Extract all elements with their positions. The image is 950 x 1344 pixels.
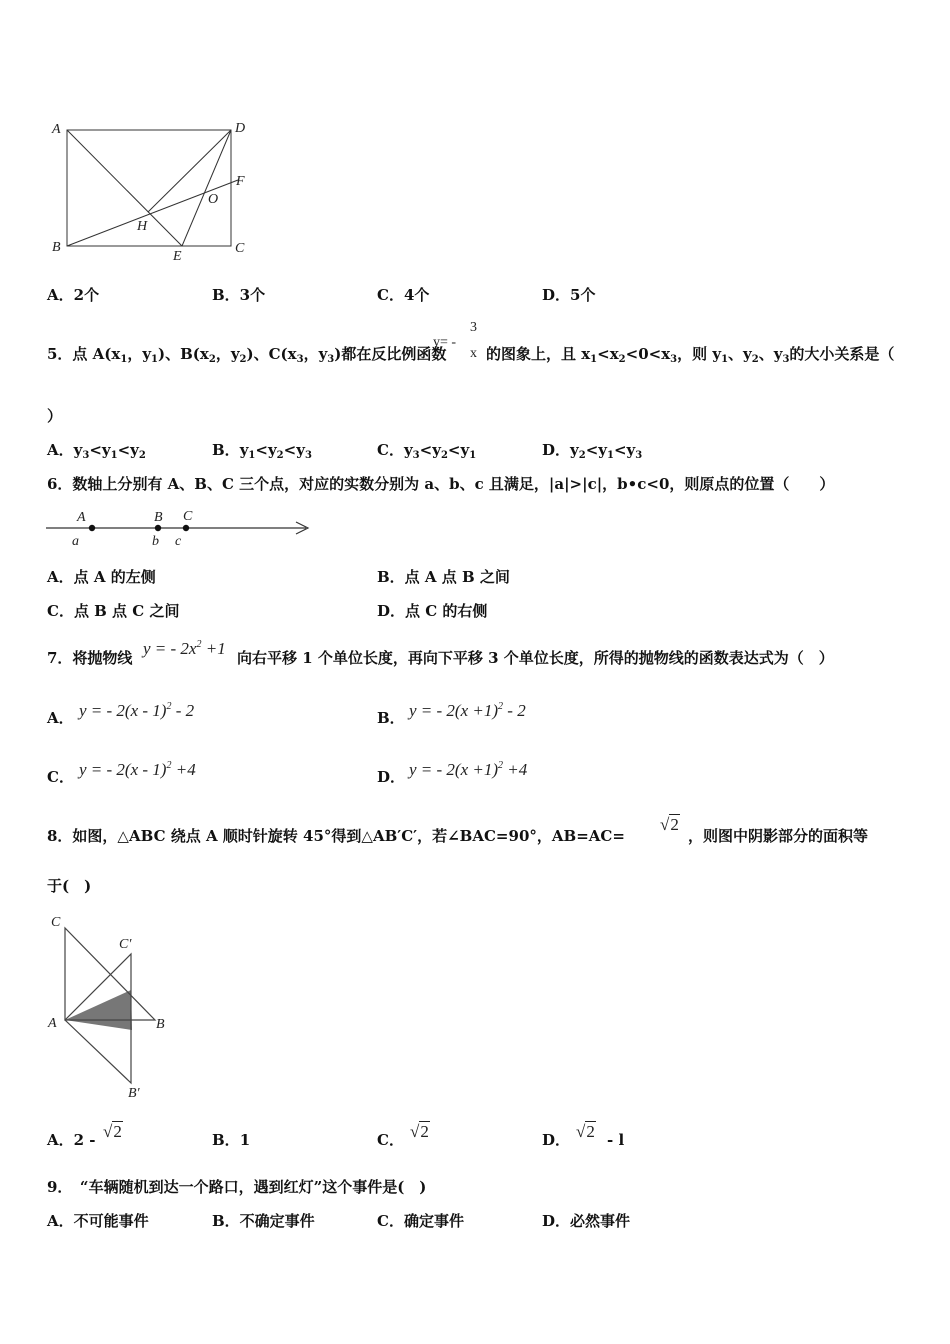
label-lower-a: a [72, 534, 79, 549]
q4-rectangle-figure [40, 115, 260, 265]
q7-stem-post: 向右平移 1 个单位长度，再向下平移 3 个单位长度，所得的抛物线的函数表达式为（ ） [237, 649, 834, 667]
label-o: O [208, 192, 219, 207]
q8-option-a-sqrt: √2 [103, 1122, 122, 1141]
q4-option-c[interactable]: C．4个 [377, 286, 430, 304]
q5-option-a[interactable]: A．$y_3<y_1<y_2$ [47, 441, 146, 461]
q7-option-d-expr: y = - $2(x +1)^2 +4$ [409, 760, 528, 779]
q6-option-b[interactable]: B．点 A 点 B 之间 [377, 568, 510, 586]
q6-option-d[interactable]: D．点 C 的右侧 [377, 602, 488, 620]
q7-stem-pre: 7．将抛物线 [47, 649, 133, 667]
label-d: D [235, 121, 246, 136]
line-bf [67, 180, 238, 246]
q5-option-c[interactable]: C．$y_3<y_2<y_1$ [377, 441, 477, 461]
q5-stem-tail: 的图象上，且 $x_1<x_2<0<x_3$，则 $y_1$、$y_2$、$y_3$的大小关系是（ [486, 345, 895, 365]
q9-stem: 9． “车辆随机到达一个路口，遇到红灯”这个事件是( ) [47, 1178, 427, 1196]
q8-option-c-sqrt: √2 [410, 1122, 429, 1141]
line-de [182, 130, 231, 246]
line-ae [67, 130, 182, 246]
q5-stem: 5．点 $A(x_1$，$y_1$)、$B(x_2$，$y_2$)、$C(x_3$，$y_3$)都在反比例函数 [47, 345, 447, 365]
q8-stem-post: ，则图中阴影部分的面积等 [688, 827, 869, 845]
q7-option-b-label[interactable]: B． [377, 709, 405, 727]
q8-option-c[interactable]: C． [377, 1131, 404, 1149]
q4-option-d[interactable]: D．5个 [542, 286, 596, 304]
q8-option-a[interactable]: A．2 - [47, 1131, 96, 1149]
label-b-prime: B′ [128, 1086, 140, 1101]
q6-option-a[interactable]: A．点 A 的左侧 [47, 568, 156, 586]
label-a: A [52, 122, 61, 137]
q8-option-d-sqrt: √2 [576, 1122, 595, 1141]
q7-option-a-expr: y = - 2(x - 1)$^2$ - 2 [79, 701, 195, 720]
q8-option-b[interactable]: B．1 [212, 1131, 251, 1149]
label-c: C [51, 915, 61, 930]
line-hd [148, 130, 231, 212]
q5-close-paren: ） [47, 407, 63, 425]
q8-stem-line2: 于( ) [47, 877, 92, 895]
label-c-prime: C′ [119, 937, 132, 952]
label-c: C [235, 241, 245, 256]
q8-option-d-tail: - l [607, 1131, 625, 1149]
point-c [183, 525, 189, 531]
q9-option-b[interactable]: B．不确定事件 [212, 1212, 315, 1230]
label-lower-c: c [175, 534, 182, 549]
q6-stem: 6．数轴上分别有 A、B、C 三个点，对应的实数分别为 a、b、c 且满足，|a|>|c|，b•c<0，则原点的位置（ ） [47, 475, 835, 493]
point-b [155, 525, 161, 531]
q7-option-a-label[interactable]: A． [47, 709, 74, 727]
q7-parabola-expr: y = - $2x^2 +1$ [143, 639, 226, 658]
q8-sqrt2: √2 [660, 815, 679, 834]
label-upper-b: B [154, 510, 163, 525]
label-e: E [173, 249, 182, 264]
q9-option-d[interactable]: D．必然事件 [542, 1212, 631, 1230]
q7-option-d-label[interactable]: D． [377, 768, 406, 786]
q7-option-c-label[interactable]: C． [47, 768, 74, 786]
label-f: F [236, 174, 245, 189]
q6-number-line [44, 505, 316, 553]
q7-option-b-expr: y = - $2(x +1)^2 - 2$ [409, 701, 526, 720]
point-a [89, 525, 95, 531]
label-upper-a: A [77, 510, 86, 525]
q6-option-c[interactable]: C．点 B 点 C 之间 [47, 602, 180, 620]
q9-option-a[interactable]: A．不可能事件 [47, 1212, 149, 1230]
q5-option-d[interactable]: D．$y_2<y_1<y_3$ [542, 441, 643, 461]
q8-triangle-figure [45, 910, 185, 1105]
q4-option-a[interactable]: A．2个 [47, 286, 100, 304]
q8-option-d[interactable]: D． [542, 1131, 571, 1149]
label-h: H [137, 219, 148, 234]
q5-option-b[interactable]: B．$y_1<y_2<y_3$ [212, 441, 312, 461]
label-a: A [48, 1016, 57, 1031]
q9-option-c[interactable]: C．确定事件 [377, 1212, 464, 1230]
label-b: B [156, 1017, 165, 1032]
q7-option-c-expr: y = - 2(x - 1)$^2$ +4 [79, 760, 196, 779]
label-upper-c: C [183, 509, 193, 524]
q5-function-expr: y= - 3 x [433, 320, 477, 361]
q8-stem-pre: 8．如图，△ABC 绕点 A 顺时针旋转 45°得到△AB′C′，若∠BAC=90°，AB=AC= [47, 827, 625, 845]
label-lower-b: b [152, 534, 159, 549]
label-b: B [52, 240, 61, 255]
q4-option-b[interactable]: B．3个 [212, 286, 266, 304]
